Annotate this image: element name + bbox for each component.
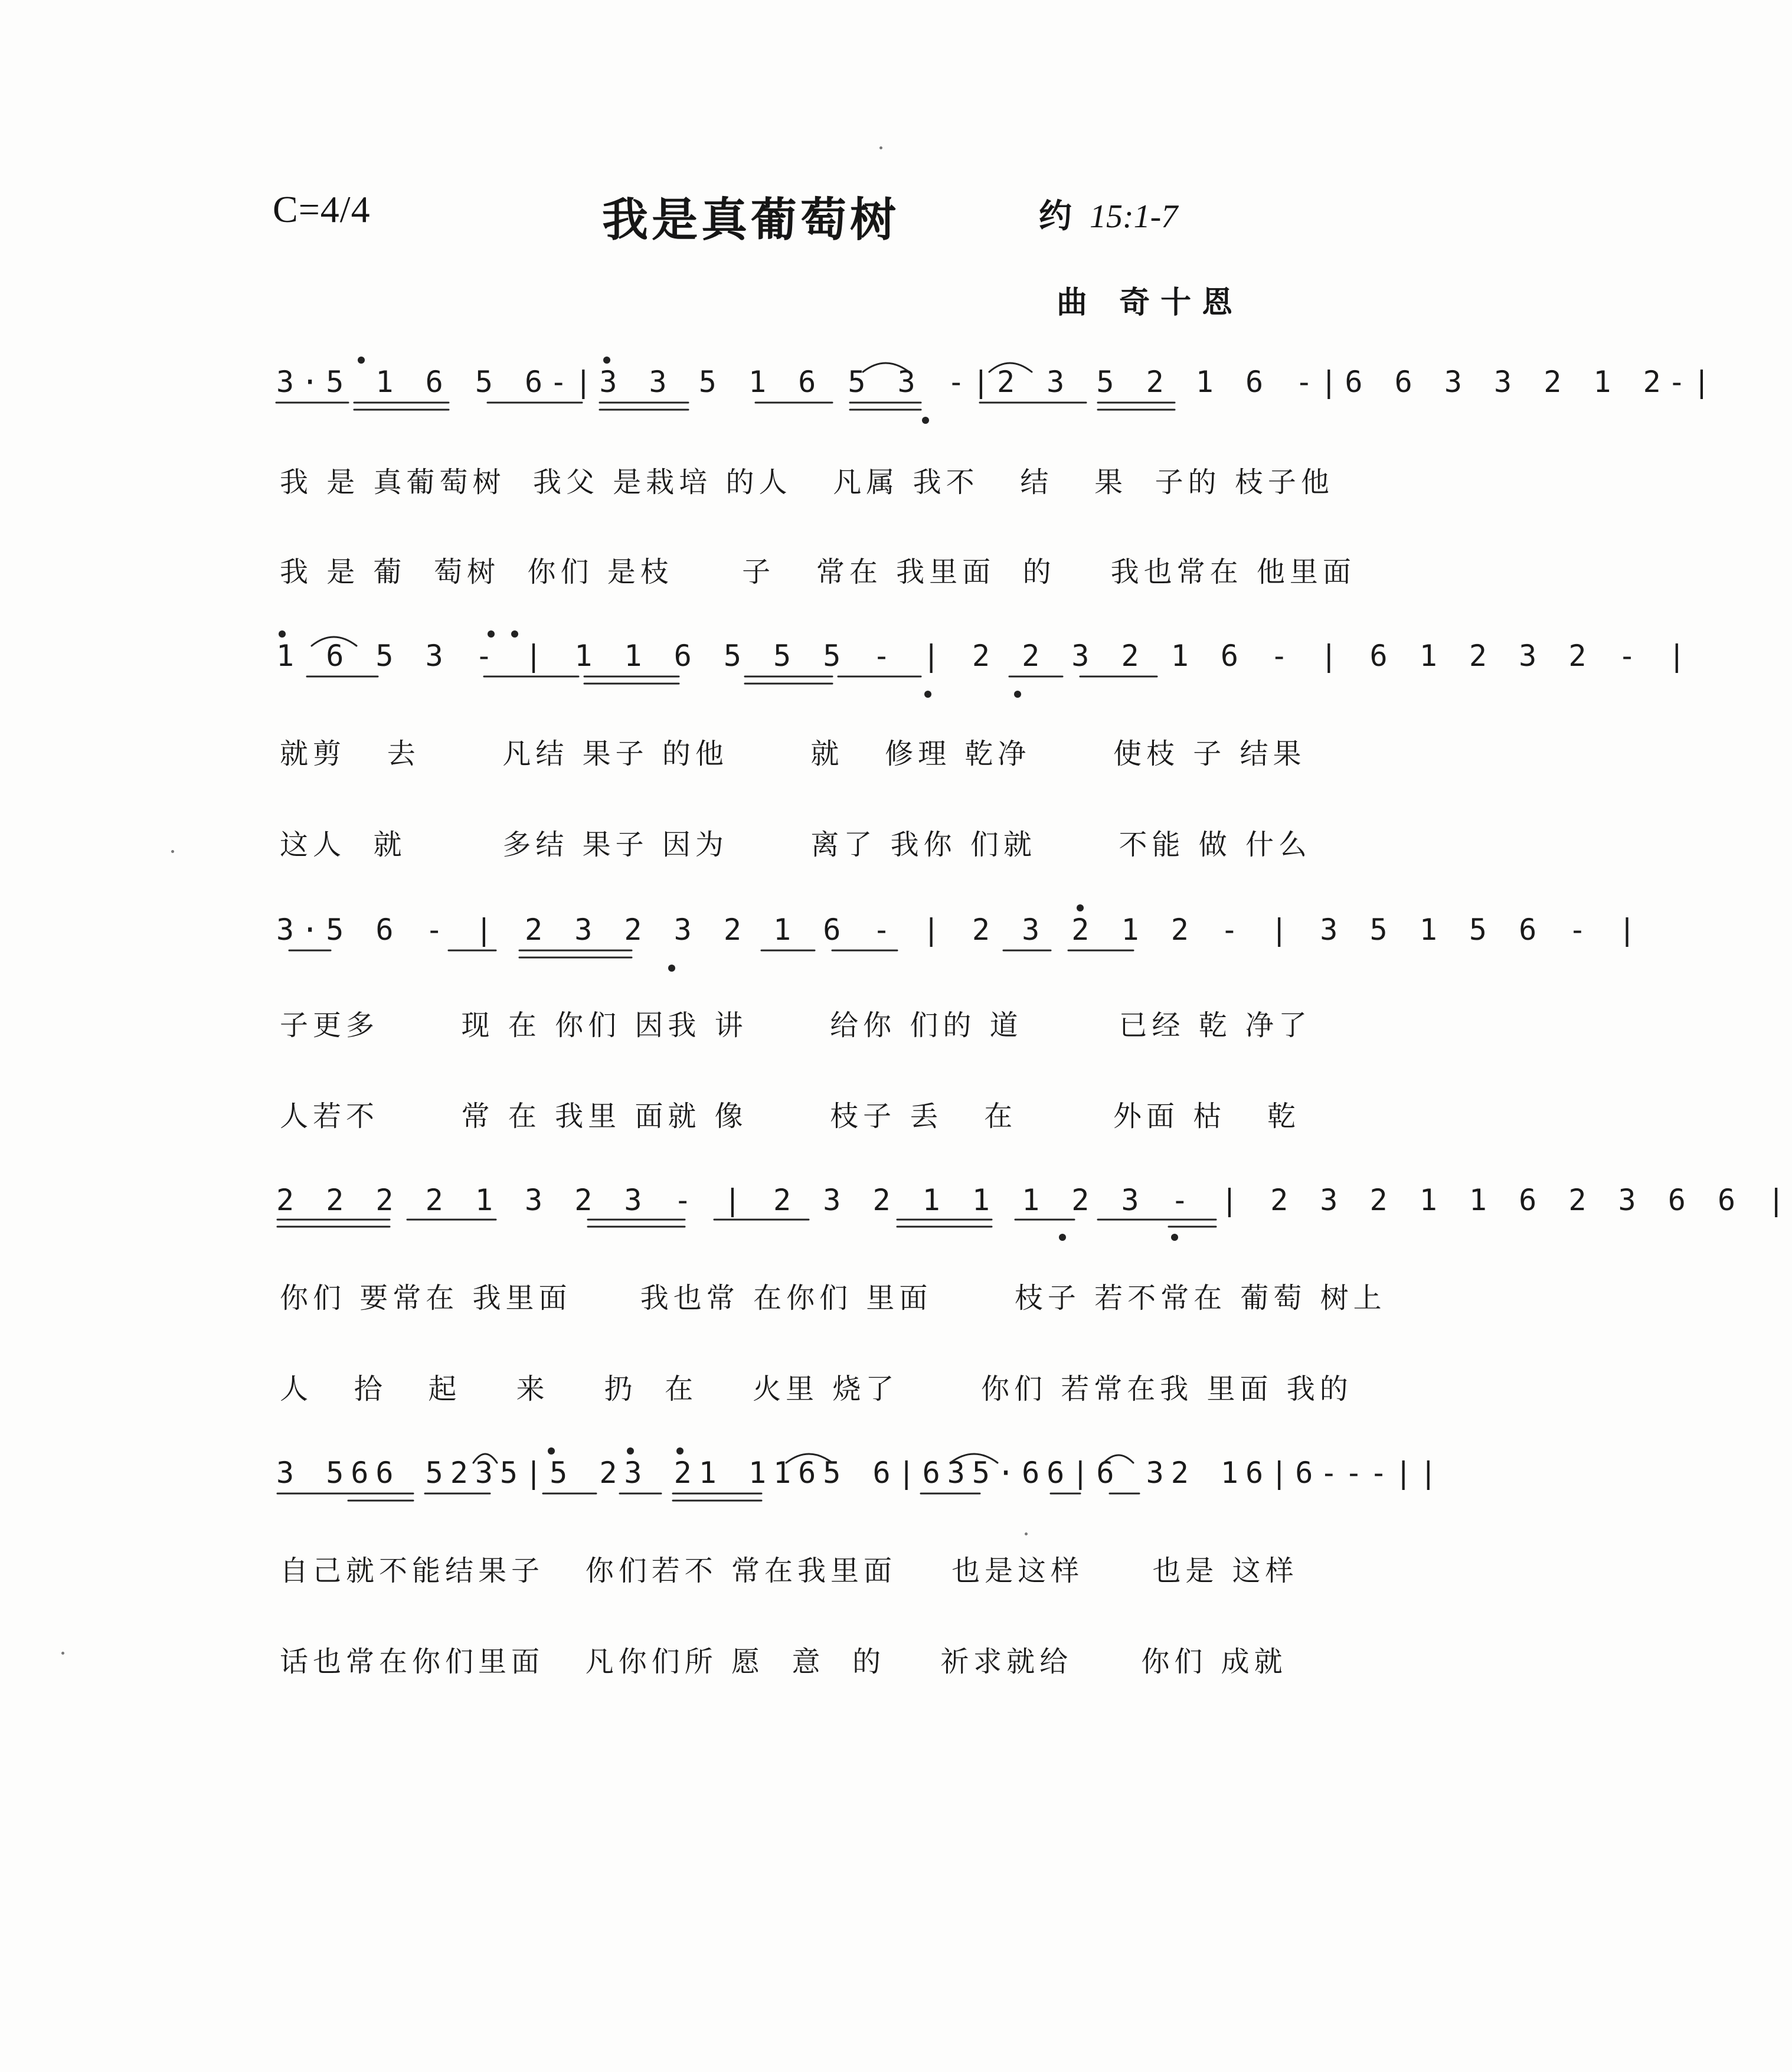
reference-label: 约 [1039,197,1072,236]
scan-speck [171,850,174,853]
scripture-reference [1039,190,1178,237]
scan-speck [879,146,882,149]
reference-verses: 15:1-7 [1090,198,1178,235]
lyric-line-1-verse-2: 我 是 葡 萄树 你们 是枝 子 常在 我里面 的 我也常在 他里面 [280,555,1356,589]
key-signature: C=4/4 [273,188,371,230]
song-title: 我是真葡萄树 [602,194,900,247]
notation-line-2: 1 6 5 3 - | 1 1 6 5 5 5 - | 2 2 3 2 1 6 - | 6 1 2 3 2 - | [276,639,1693,673]
lyric-line-1-verse-1: 我 是 真葡萄树 我父 是栽培 的人 凡属 我不 结 果 子的 枝子他 [280,466,1334,499]
lyric-line-4-verse-2: 人 拾 起 来 扔 在 火里 烧了 你们 若常在我 里面 我的 [280,1372,1353,1406]
lyric-line-5-verse-1: 自己就不能结果子 你们若不 常在我里面 也是这样 也是 这样 [280,1554,1299,1587]
lyric-line-3-verse-2: 人若不 常 在 我里 面就 像 枝子 丢 在 外面 枯 乾 [280,1100,1300,1133]
lyric-line-2-verse-1: 就剪 去 凡结 果子 的他 就 修理 乾净 使枝 子 结果 [280,737,1306,770]
lyric-line-5-verse-2: 话也常在你们里面 凡你们所 愿 意 的 祈求就给 你们 成就 [280,1645,1287,1678]
notation-line-5: 3 566 5235|5 23 21 1165 6|635·66|6 32 16|6---|| [276,1456,1444,1490]
lyric-line-3-verse-1: 子更多 现 在 你们 因我 讲 给你 们的 道 已经 乾 净了 [280,1009,1312,1042]
notation-line-4: 2 2 2 2 1 3 2 3 - | 2 3 2 1 1 1 2 3 - | 2 3 2 1 1 6 2 3 6 6 | [276,1183,1792,1217]
scan-speck [1025,1532,1028,1535]
composer-credit: 曲 奇十恩 [1057,285,1244,321]
notation-line-1: 3·5 1 6 5 6-|3 3 5 1 6 5 3 -|2 3 5 2 1 6 -|6 6 3 3 2 1 2-| [276,365,1718,399]
lyric-line-2-verse-2: 这人 就 多结 果子 因为 离了 我你 们就 不能 做 什么 [280,828,1312,861]
lyric-line-4-verse-1: 你们 要常在 我里面 我也常 在你们 里面 枝子 若不常在 葡萄 树上 [280,1282,1386,1315]
scan-speck [61,1652,64,1655]
notation-line-3: 3·5 6 - | 2 3 2 3 2 1 6 - | 2 3 2 1 2 - | 3 5 1 5 6 - | [276,913,1643,947]
